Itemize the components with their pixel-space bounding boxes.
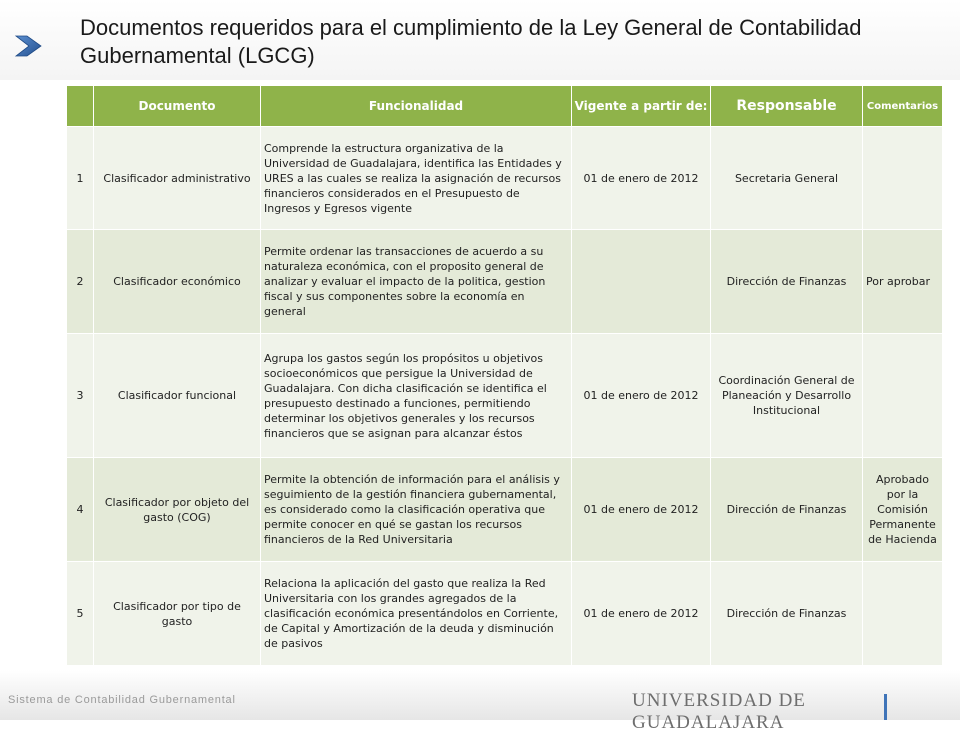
header-funcionalidad: Funcionalidad bbox=[261, 86, 572, 127]
page-title: Documentos requeridos para el cumplimiento de la Ley General de Contabilidad Gubernamental (LGCG) bbox=[80, 15, 862, 68]
chevron-right-icon bbox=[14, 34, 46, 58]
row-responsable: Dirección de Finanzas bbox=[711, 230, 863, 334]
footer-accent-bar bbox=[884, 694, 887, 720]
row-funcionalidad: Permite la obtención de información para el análisis y seguimiento de la gestión financiera gubernamental, es considerado como la clasificación operativa que permite conocer en qué se gastan los recursos financieros de la Red Universitaria bbox=[261, 458, 572, 562]
row-number: 5 bbox=[67, 562, 94, 666]
row-comentarios bbox=[863, 334, 943, 458]
row-documento: Clasificador funcional bbox=[94, 334, 261, 458]
header-documento: Documento bbox=[94, 86, 261, 127]
row-documento: Clasificador por tipo de gasto bbox=[94, 562, 261, 666]
row-number: 1 bbox=[67, 127, 94, 230]
table-row bbox=[67, 334, 943, 458]
row-responsable: Dirección de Finanzas bbox=[711, 562, 863, 666]
header-responsable: Responsable bbox=[711, 86, 863, 127]
row-responsable: Dirección de Finanzas bbox=[711, 458, 863, 562]
documents-table bbox=[66, 85, 943, 666]
row-comentarios bbox=[863, 562, 943, 666]
header-num bbox=[67, 86, 94, 127]
row-vigente: 01 de enero de 2012 bbox=[572, 458, 711, 562]
row-documento: Clasificador administrativo bbox=[94, 127, 261, 230]
row-funcionalidad: Permite ordenar las transacciones de acuerdo a su naturaleza económica, con el proposito general de analizar y evaluar el impacto de la politica, gestion fiscal y sus componentes sobre la economía en general bbox=[261, 230, 572, 334]
header-vigente: Vigente a partir de: bbox=[572, 86, 711, 127]
row-number: 4 bbox=[67, 458, 94, 562]
table-header-row bbox=[67, 86, 943, 127]
row-funcionalidad: Agrupa los gastos según los propósitos u objetivos socioeconómicos que persigue la Universidad de Guadalajara. Con dicha clasificación se identifica el presupuesto destinado a funciones, permitiendo determinar los objetivos generales y los recursos financieros que se asignan para alcanzar éstos bbox=[261, 334, 572, 458]
row-documento: Clasificador por objeto del gasto (COG) bbox=[94, 458, 261, 562]
row-comentarios bbox=[863, 127, 943, 230]
row-vigente: 01 de enero de 2012 bbox=[572, 127, 711, 230]
row-funcionalidad: Comprende la estructura organizativa de la Universidad de Guadalajara, identifica las Entidades y URES a las cuales se realiza la asignación de recursos financieros considerados en el Presupuesto de Ingresos y Egresos vigente bbox=[261, 127, 572, 230]
row-comentarios: Aprobado por la Comisión Permanente de Hacienda bbox=[863, 458, 943, 562]
row-responsable: Secretaria General bbox=[711, 127, 863, 230]
row-funcionalidad: Relaciona la aplicación del gasto que realiza la Red Universitaria con los grandes agregados de la clasificación económica presentándolos en Corriente, de Capital y Amortización de la deuda y disminución de pasivos bbox=[261, 562, 572, 666]
row-vigente: 01 de enero de 2012 bbox=[572, 334, 711, 458]
row-vigente bbox=[572, 230, 711, 334]
table-row bbox=[67, 562, 943, 666]
footer-system-name: Sistema de Contabilidad Gubernamental bbox=[8, 694, 236, 706]
row-comentarios: Por aprobar bbox=[863, 230, 943, 334]
header-comentarios: Comentarios bbox=[863, 86, 943, 127]
table-row bbox=[67, 127, 943, 230]
row-vigente: 01 de enero de 2012 bbox=[572, 562, 711, 666]
university-logo: UNIVERSIDAD DE GUADALAJARA bbox=[632, 690, 806, 733]
table-row bbox=[67, 458, 943, 562]
row-number: 2 bbox=[67, 230, 94, 334]
row-documento: Clasificador económico bbox=[94, 230, 261, 334]
row-responsable: Coordinación General de Planeación y Desarrollo Institucional bbox=[711, 334, 863, 458]
table-row bbox=[67, 230, 943, 334]
row-number: 3 bbox=[67, 334, 94, 458]
